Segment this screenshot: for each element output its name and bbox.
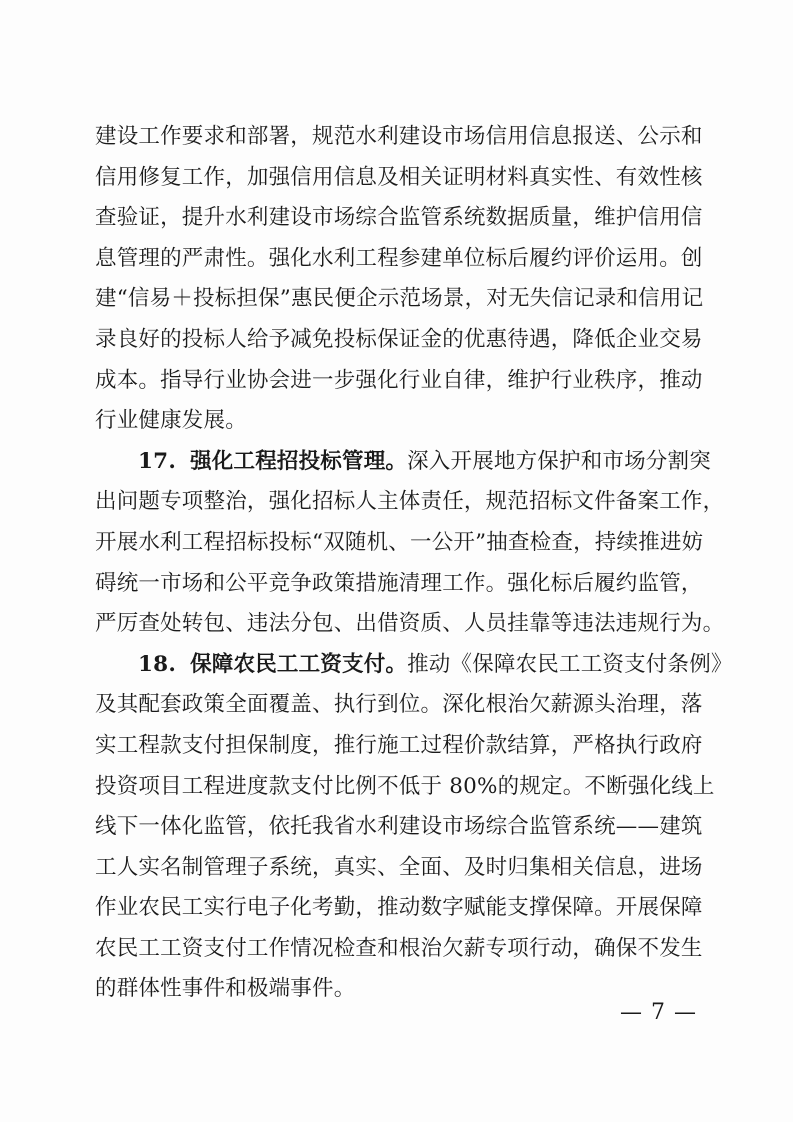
text-line: 工人实名制管理子系统，真实、全面、及时归集相关信息，进场 xyxy=(95,854,703,880)
text-line: 农民工工资支付工作情况检查和根治欠薪专项行动，确保不发生 xyxy=(95,935,703,961)
item-heading: 保障农民工工资支付。 xyxy=(190,651,408,677)
text-line: 严厉查处转包、违法分包、出借资质、人员挂靠等违法违规行为。 xyxy=(95,611,725,637)
text-line xyxy=(95,645,733,686)
text-line: 出问题专项整治，强化招标人主体责任，规范招标文件备案工作， xyxy=(95,489,725,515)
text-segment: 深入开展地方保护和市场分割突 xyxy=(407,448,711,474)
text-line: 作业农民工实行电子化考勤，推动数字赋能支撑保障。开展保障 xyxy=(95,895,703,921)
text-segment: 推动《保障农民工工资支付条例》 xyxy=(407,651,733,677)
text-line: 信用修复工作，加强信用信息及相关证明材料真实性、有效性核 xyxy=(95,164,703,190)
text-line: 查验证，提升水利建设市场综合监管系统数据质量，维护信用信 xyxy=(95,205,703,231)
text-line: 的群体性事件和极端事件。 xyxy=(95,976,356,1002)
item-number: 17. xyxy=(138,448,177,474)
text-line: 息管理的严肃性。强化水利工程参建单位标后履约评价运用。创 xyxy=(95,245,703,271)
text-line: 录良好的投标人给予减免投标保证金的优惠待遇，降低企业交易 xyxy=(95,326,703,352)
item-number: 18. xyxy=(138,651,177,677)
item-heading: 强化工程招投标管理。 xyxy=(190,448,408,474)
paragraph-wages xyxy=(95,645,733,1010)
text-line: 及其配套政策全面覆盖、执行到位。深化根治欠薪源头治理，落 xyxy=(95,692,703,718)
text-line: 开展水利工程招标投标“双随机、一公开”抽查检查，持续推进妨 xyxy=(95,529,704,555)
paragraph-credit xyxy=(95,117,704,442)
text-line xyxy=(95,442,711,483)
text-line: 实工程款支付担保制度，推行施工过程价款结算，严格执行政府 xyxy=(95,732,703,758)
text-line: 成本。指导行业协会进一步强化行业自律，维护行业秩序，推动 xyxy=(95,367,703,393)
text-line: 行业健康发展。 xyxy=(95,408,247,434)
paragraph-bidding xyxy=(95,442,725,645)
text-line: 建设工作要求和部署，规范水利建设市场信用信息报送、公示和 xyxy=(95,124,703,149)
text-line: 碍统一市场和公平竞争政策措施清理工作。强化标后履约监管， xyxy=(95,570,703,596)
text-line: 线下一体化监管，依托我省水利建设市场综合监管系统——建筑 xyxy=(95,814,703,840)
body-text xyxy=(95,117,733,1010)
page-number: — 7 — xyxy=(620,1000,697,1025)
text-line: 投资项目工程进度款支付比例不低于 80%的规定。不断强化线上 xyxy=(95,773,715,799)
text-line: 建“信易＋投标担保”惠民便企示范场景，对无失信记录和信用记 xyxy=(95,286,704,312)
